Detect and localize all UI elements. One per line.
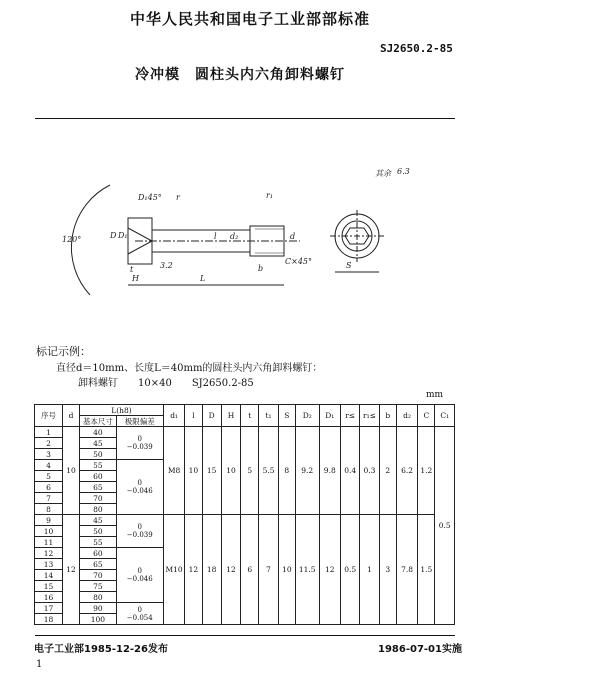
col-D: D [202, 405, 221, 427]
label-D: D [110, 231, 117, 240]
cell-L: 50 [80, 526, 117, 537]
cell-r: 0.4 [341, 427, 360, 515]
cell-seq: 10 [35, 526, 63, 537]
deviation-lower: −0.046 [126, 575, 153, 583]
cell-d: 15 [202, 427, 221, 515]
col-t: t [241, 405, 259, 427]
roughness-32: 3.2 [160, 261, 173, 270]
cell-d2: 7.8 [396, 515, 417, 625]
cell-L: 65 [80, 559, 117, 570]
cell-d: 10 [62, 427, 79, 515]
cell-seq: 13 [35, 559, 63, 570]
col-L-basic: 基本尺寸 [80, 416, 117, 427]
cell-L: 65 [80, 482, 117, 493]
label-C: C×45° [285, 257, 313, 266]
label-L: L [200, 274, 206, 283]
col-d2: d₂ [396, 405, 417, 427]
angle-label: 120° [62, 235, 82, 244]
label-D1: D₁ [118, 231, 128, 240]
cell-d: 18 [202, 515, 221, 625]
col-d1: d₁ [163, 405, 184, 427]
spec-table [34, 404, 455, 625]
col-L-dev: 极限偏差 [116, 416, 163, 427]
cell-L: 60 [80, 548, 117, 559]
cell-seq: 12 [35, 548, 63, 559]
cell-c: 1.2 [418, 427, 435, 515]
cell-d2: 9.2 [295, 427, 319, 515]
col-d: d [62, 405, 79, 427]
cell-h: 10 [221, 427, 240, 515]
deviation-lower: −0.054 [126, 613, 153, 622]
standard-org: 中华人民共和国电子工业部部标准 [130, 10, 371, 28]
col-H: H [221, 405, 240, 427]
cell-seq: 1 [35, 427, 63, 438]
cell-c: 1.5 [418, 515, 435, 625]
cell-b: 3 [379, 515, 396, 625]
cell-seq: 6 [35, 482, 63, 493]
cell-d: 12 [62, 515, 79, 625]
cell-s: 8 [278, 427, 295, 515]
cell-L: 70 [80, 570, 117, 581]
example-line-2: 卸料螺钉 10×40 SJ2650.2-85 [78, 378, 254, 389]
cell-L: 100 [80, 614, 117, 625]
cell-t: 5 [241, 427, 259, 515]
cell-s: 10 [278, 515, 295, 625]
cell-r1: 0.3 [360, 427, 379, 515]
standard-code: SJ2650.2-85 [380, 42, 453, 55]
label-s: S [346, 261, 352, 270]
table-row [35, 427, 455, 438]
cell-b: 2 [379, 427, 396, 515]
example-heading: 标记示例： [36, 345, 91, 358]
col-seq: 序号 [35, 405, 63, 427]
col-S: S [278, 405, 295, 427]
col-b: b [379, 405, 396, 427]
page-number: 1 [36, 659, 43, 670]
deviation-upper: 0 [137, 605, 142, 614]
cell-seq: 17 [35, 603, 63, 614]
deviation-upper: 0 [137, 479, 142, 487]
label-d: d [290, 232, 296, 241]
cell-seq: 5 [35, 471, 63, 482]
cell-L: 70 [80, 493, 117, 504]
cell-L: 90 [80, 603, 117, 614]
col-r1: r₁≤ [360, 405, 379, 427]
footer-implement: 1986-07-01实施 [378, 644, 462, 655]
cell-L: 55 [80, 537, 117, 548]
top-rule [35, 118, 455, 119]
cell-h: 12 [221, 515, 240, 625]
col-D2: D₂ [295, 405, 319, 427]
cell-l: 10 [185, 427, 202, 515]
label-r: r [176, 193, 180, 202]
deviation-lower: −0.039 [126, 443, 153, 451]
label-r1: r₁ [266, 191, 274, 200]
cell-d2: 11.5 [295, 515, 319, 625]
cell-L: 40 [80, 427, 117, 438]
cell-L-deviation [116, 603, 163, 625]
label-d2: d₂ [230, 232, 239, 241]
deviation-upper: 0 [137, 523, 142, 531]
footer-publish: 电子工业部1985-12-26发布 [34, 644, 168, 655]
table-row [35, 515, 455, 526]
cell-l: 12 [185, 515, 202, 625]
cell-L-deviation [116, 460, 163, 515]
cell-r1: 1 [360, 515, 379, 625]
bottom-rule [35, 635, 455, 636]
label-H: H [132, 274, 139, 283]
cell-t: 6 [241, 515, 259, 625]
screw-drawing [40, 160, 460, 310]
cell-t1: 7 [259, 515, 278, 625]
col-D1: D₁ [319, 405, 340, 427]
col-r: r≤ [341, 405, 360, 427]
roughness-value: 6.3 [397, 167, 410, 176]
deviation-upper: 0 [137, 435, 142, 443]
cell-d2: 6.2 [396, 427, 417, 515]
cell-L: 60 [80, 471, 117, 482]
cell-seq: 7 [35, 493, 63, 504]
cell-t1: 5.5 [259, 427, 278, 515]
col-L: L(h8) [80, 405, 164, 416]
cell-L: 55 [80, 460, 117, 471]
document-title: 冷冲模 圆柱头内六角卸料螺钉 [135, 67, 345, 83]
cell-L: 80 [80, 592, 117, 603]
cell-L-deviation [116, 548, 163, 603]
cell-L: 50 [80, 449, 117, 460]
cell-seq: 4 [35, 460, 63, 471]
label-l: l [214, 232, 217, 241]
cell-seq: 16 [35, 592, 63, 603]
cell-c1: 0.5 [435, 427, 455, 625]
example-line-1: 直径d＝10mm、长度L＝40mm的圆柱头内六角卸料螺钉： [56, 363, 323, 374]
cell-seq: 11 [35, 537, 63, 548]
cell-seq: 8 [35, 504, 63, 515]
label-b: b [258, 264, 264, 273]
roughness-note: 其余 [375, 169, 391, 178]
cell-seq: 18 [35, 614, 63, 625]
cell-L: 45 [80, 515, 117, 526]
cell-seq: 2 [35, 438, 63, 449]
cell-L: 75 [80, 581, 117, 592]
deviation-lower: −0.039 [126, 531, 153, 539]
cell-L-deviation [116, 427, 163, 460]
col-C1: C₁ [435, 405, 455, 427]
cell-seq: 9 [35, 515, 63, 526]
cell-seq: 14 [35, 570, 63, 581]
cell-seq: 3 [35, 449, 63, 460]
cell-r: 0.5 [341, 515, 360, 625]
cell-d1: 12 [319, 515, 340, 625]
cell-d1: 9.8 [319, 427, 340, 515]
col-t1: t₁ [259, 405, 278, 427]
deviation-lower: −0.046 [126, 487, 153, 495]
cell-d1: M10 [163, 515, 184, 625]
cell-d1: M8 [163, 427, 184, 515]
label-t: t [130, 265, 134, 274]
col-C: C [418, 405, 435, 427]
col-l: l [185, 405, 202, 427]
cell-L: 80 [80, 504, 117, 515]
cell-seq: 15 [35, 581, 63, 592]
unit-label: mm [426, 390, 444, 400]
label-chamfer-top: D₁45° [138, 193, 162, 202]
cell-L: 45 [80, 438, 117, 449]
cell-L-deviation [116, 515, 163, 548]
deviation-upper: 0 [137, 567, 142, 575]
